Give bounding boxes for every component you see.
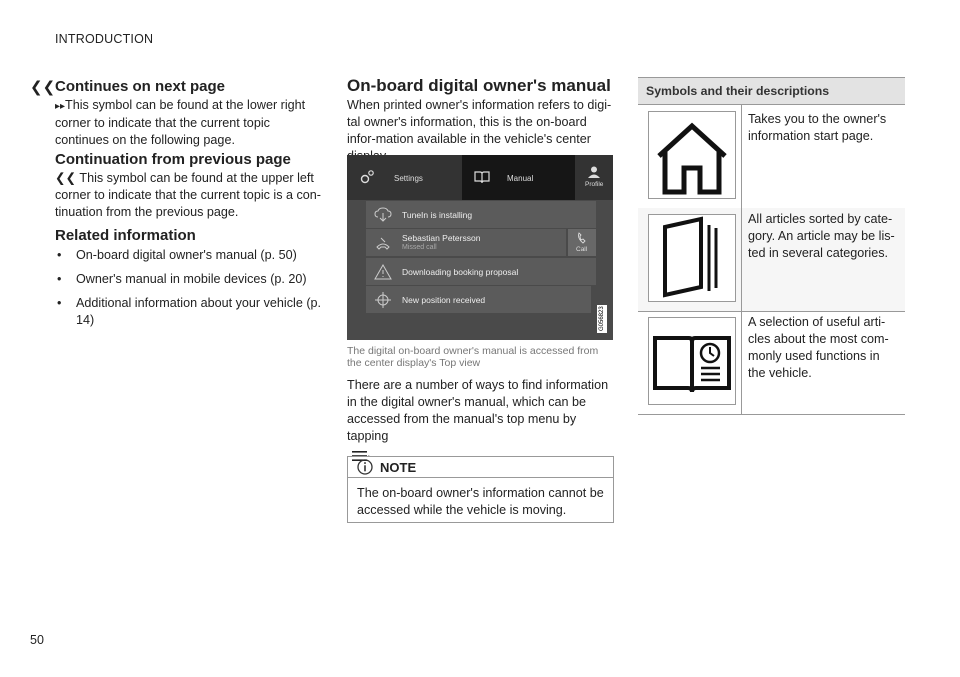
tab-label: Manual [507,174,534,183]
categories-book-icon [648,214,736,302]
table-row [638,311,905,415]
symbol-description: Takes you to the owner's information start page. [748,112,887,143]
section-heading: Continuation from previous page [55,151,291,168]
intro-paragraph: When printed owner's information refers to digi-tal owner's information, this is the on-board infor-mation available in the vehicle's center [347,98,612,146]
tab-label: Profile [585,181,604,188]
related-link[interactable]: • Owner's manual in mobile devices (p. 20) [55,271,323,288]
related-heading: Related information [55,227,196,244]
phone-icon [577,232,587,244]
gear-icon [359,169,375,185]
notification-item[interactable] [366,258,596,285]
center-display-screenshot [347,155,613,340]
symbol-description: All articles sorted by cate-gory. An article may be lis-ted in several categories. [748,212,895,260]
related-link[interactable]: • Additional information about your vehicle (p. 14) [55,295,323,329]
table-row [638,105,905,209]
notification-sub: Missed call [402,244,437,251]
notification-label: Sebastian Petersson [402,233,481,243]
article-title: On-board digital owner's manual [347,76,611,95]
tab-profile[interactable] [575,155,613,200]
notification-label: Downloading booking proposal [402,267,519,277]
continuation-mark: ❮❮ [30,79,56,96]
next-page-symbol: ▸▸ [55,101,66,112]
continues-section [55,78,323,149]
continues-text: This symbol can be found at the lower right corner to indicate that the current topic continues on the following page. [55,98,306,147]
notification-item[interactable] [366,201,596,228]
note-title: NOTE [380,460,417,475]
phone-icon [374,234,392,252]
note-box [347,456,614,523]
running-header: INTRODUCTION [55,32,154,46]
continuation-text: This symbol can be found at the upper left corner to indicate that the current topic is a con-tinuation from the previous page. [55,171,322,219]
symbol-description: A selection of useful arti-cles about the most com-monly used functions in the vehicle. [748,315,889,380]
notification-item[interactable] [366,286,591,313]
body-end: . [367,446,371,460]
image-code: G056823 [599,306,605,332]
note-header [348,457,613,478]
tab-settings[interactable] [347,155,462,200]
home-icon [648,111,736,199]
related-link[interactable]: • On-board digital owner's manual (p. 50) [55,247,323,264]
table-heading: Symbols and their descriptions [646,84,830,98]
column-divider [741,105,742,208]
info-icon [357,459,373,475]
section-text [55,170,323,221]
related-information [55,227,323,336]
tab-label: Settings [394,174,423,183]
person-icon [588,166,600,178]
top-bar [347,155,613,200]
note-text: The on-board owner's information cannot be accessed while the vehicle is moving. [357,486,604,517]
image-caption: The digital on-board owner's manual is accessed from the center display's Top view [347,345,599,369]
crosshair-icon [374,291,392,309]
section-text [55,97,323,149]
section-heading: Continues on next page [55,78,226,95]
notification-label: New position received [402,295,486,305]
continuation-section [55,151,323,221]
quick-guide-book-icon [648,317,736,405]
notification-label: TuneIn is installing [402,210,473,220]
book-icon [474,170,490,184]
prev-page-symbol: ❮❮ [55,171,77,185]
tab-manual[interactable] [462,155,575,200]
call-button[interactable] [568,229,596,256]
related-list [55,247,323,329]
column-divider [741,311,742,414]
body-text: There are a number of ways to find information in the digital owner's manual, which can be accessed from the manual's top menu by tapping [347,378,609,443]
warning-icon [374,263,392,281]
notification-item[interactable] [366,229,566,256]
page-number: 50 [30,633,44,647]
column-divider [741,208,742,311]
table-row [638,208,905,312]
table-header [638,77,905,105]
body-paragraph [347,377,613,462]
call-label: Call [576,246,588,253]
download-icon [374,206,392,224]
